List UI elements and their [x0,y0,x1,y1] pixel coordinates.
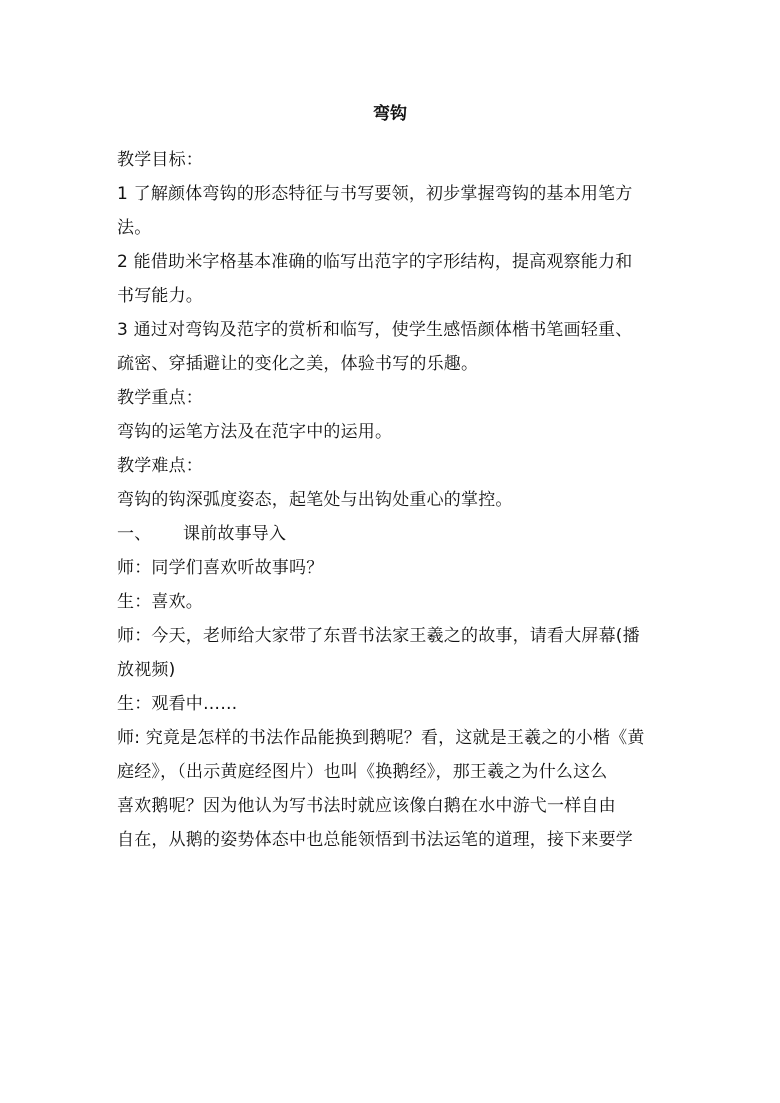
document-body [117,143,665,857]
dialogue-line: 师：今天，老师给大家带了东晋书法家王羲之的故事，请看大屏幕(播 [117,626,640,646]
dialogue-line: 生：喜欢。 [117,592,203,612]
dialogue-line: 生：观看中…… [117,694,238,714]
paragraph-line: 3 通过对弯钩及范字的赏析和临写，使学生感悟颜体楷书笔画轻重、 [117,320,633,340]
paragraph-line: 教学难点： [117,456,203,476]
paragraph-line: 疏密、穿插避让的变化之美，体验书写的乐趣。 [117,354,479,374]
dialogue-line: 师: 究竟是怎样的书法作品能换到鹅呢？看，这就是王羲之的小楷《黄 [117,728,645,748]
dialogue-line: 庭经》，（出示黄庭经图片）也叫《换鹅经》，那王羲之为什么这么 [117,762,608,782]
dialogue-line: 自在，从鹅的姿势体态中也总能领悟到书法运笔的道理，接下来要学 [117,830,633,850]
paragraph-line: 1 了解颜体弯钩的形态特征与书写要领，初步掌握弯钩的基本用笔方 [117,184,633,204]
paragraph-line: 教学重点： [117,388,203,408]
dialogue-line: 放视频) [117,660,176,680]
paragraph-line: 教学目标： [117,150,203,170]
paragraph-line: 书写能力。 [117,286,203,306]
page-title: 弯钩 [373,104,407,124]
dialogue-line: 师：同学们喜欢听故事吗？ [117,558,324,578]
paragraph-line: 弯钩的钩深弧度姿态，起笔处与出钩处重心的掌控。 [117,490,513,510]
paragraph-line: 2 能借助米字格基本准确的临写出范字的字形结构，提高观察能力和 [117,252,633,272]
section-heading [117,517,665,551]
paragraph-line: 弯钩的运笔方法及在范字中的运用。 [117,422,393,442]
dialogue-line: 喜欢鹅呢？因为他认为写书法时就应该像白鹅在水中游弋一样自由 [117,796,616,816]
paragraph-line: 法。 [117,218,152,238]
section-number: 一、 [117,524,152,544]
section-title: 课前故事导入 [183,524,287,544]
